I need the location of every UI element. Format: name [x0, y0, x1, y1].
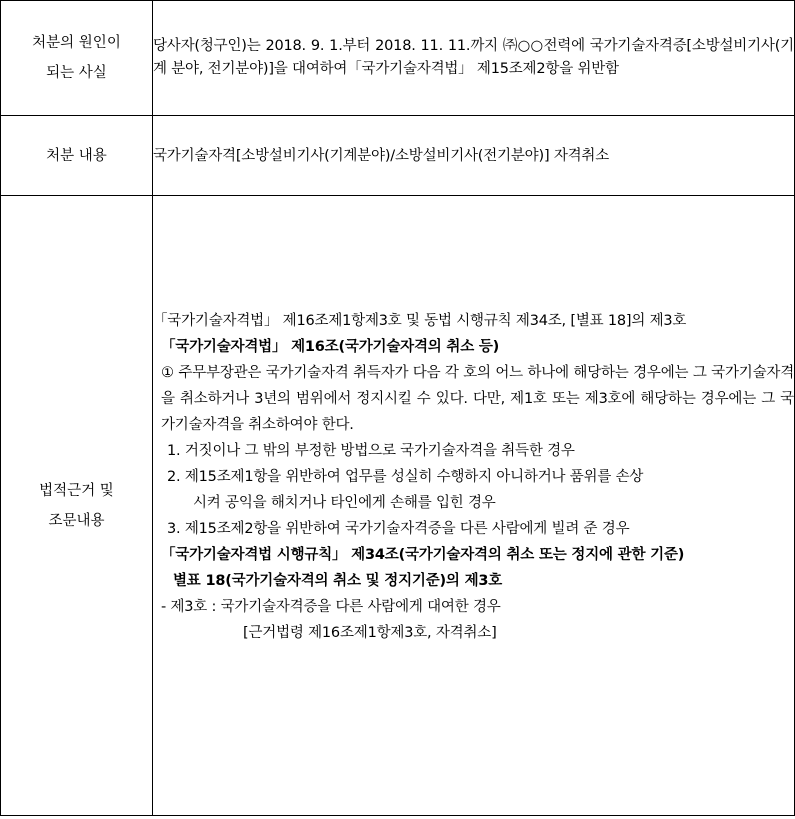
row-disposition-content [1, 116, 795, 196]
label-cause-line1: 처분의 원인이 [32, 35, 121, 51]
article16-item1: 1. 거짓이나 그 밖의 부정한 방법으로 국가기술자격을 취득한 경우 [167, 443, 575, 459]
legal-text-block [153, 196, 794, 646]
article16-title: 「국가기술자격법」 제16조(국가기술자격의 취소 등) [161, 339, 500, 355]
row-cause-facts [1, 1, 795, 116]
rule34-title: 「국가기술자격법 시행규칙」 제34조(국가기술자격의 취소 또는 정지에 관한 기준) [161, 547, 685, 563]
legal-basis-summary: 「국가기술자격법」 제16조제1항제3호 및 동법 시행규칙 제34조, [별표 18]의 제3호 [153, 313, 687, 329]
label-cause-line2: 되는 사실 [46, 65, 107, 81]
label-disposition-content: 처분 내용 [1, 116, 153, 196]
disposition-text: 국가기술자격[소방설비기사(기계분야)/소방설비기사(전기분야)] 자격취소 [153, 147, 610, 164]
label-legal-line1: 법적근거 및 [39, 482, 114, 499]
row-legal-basis [1, 196, 795, 816]
article16-item2-line2: 시켜 공익을 해치거나 타인에게 손해를 입힌 경우 [193, 495, 496, 511]
content-cause-facts [153, 1, 795, 116]
annex18-item3: - 제3호 : 국가기술자격증을 다른 사람에게 대여한 경우 [161, 599, 501, 615]
annex18-basis: [근거법령 제16조제1항제3호, 자격취소] [243, 625, 497, 641]
annex18-title: 별표 18(국가기술자격의 취소 및 정지기준)의 제3호 [173, 573, 503, 589]
label-legal-line2: 조문내용 [48, 512, 105, 529]
label-cause-facts [1, 1, 153, 116]
label-legal-basis [1, 196, 153, 816]
cause-facts-text: 당사자(청구인)는 2018. 9. 1.부터 2018. 11. 11.까지 ㈜○○전력에 국가기술자격증[소방설비기사(기계 분야, 전기분야)]을 대여하여「국가기술자격법」 제15조제2항을 위반함 [153, 38, 794, 77]
content-disposition [153, 116, 795, 196]
content-legal-basis [153, 196, 795, 816]
article16-item2-line1: 2. 제15조제1항을 위반하여 업무를 성실히 수행하지 아니하거나 품위를 손상 [167, 469, 644, 485]
article16-paragraph1: ① 주무부장관은 국가기술자격 취득자가 다음 각 호의 어느 하나에 해당하는 경우에는 그 국가기술자격을 취소하거나 3년의 범위에서 정지시킬 수 있다. 다만, 제1호 또는 제3호에 해당하는 경우에는 그 국가기술자격을 취소하여야 한다. [161, 365, 794, 433]
article16-item3: 3. 제15조제2항을 위반하여 국가기술자격증을 다른 사람에게 빌려 준 경우 [167, 521, 630, 537]
